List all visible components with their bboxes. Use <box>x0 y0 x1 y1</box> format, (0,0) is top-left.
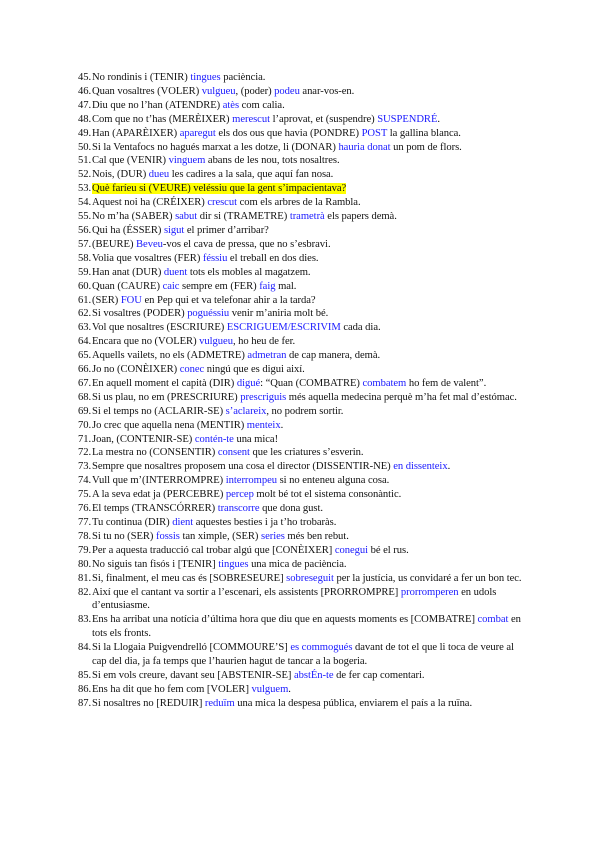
item-number: 70. <box>78 419 92 431</box>
sentence-text: . <box>447 461 451 473</box>
sentence-text: : “Quan (COMBATRE) <box>260 377 363 389</box>
answer-text: digué <box>236 377 261 389</box>
list-item <box>78 335 528 349</box>
sentence-text: en Pep qui et va telefonar ahir a la tarda? <box>141 294 316 306</box>
sentence-text: ningú que es digui així. <box>204 364 305 376</box>
item-sentence <box>92 406 343 417</box>
list-item <box>78 196 528 210</box>
sentence-text: (SER) <box>92 294 121 306</box>
item-number: 61. <box>78 294 92 306</box>
answer-text: tingues <box>218 558 249 570</box>
sentence-text: , (poder) <box>235 85 275 97</box>
answer-text: fossis <box>156 530 180 542</box>
item-sentence <box>92 253 319 264</box>
list-item <box>78 488 528 502</box>
sentence-text: més ben rebut. <box>284 530 349 542</box>
sentence-text: Tu continua (DIR) <box>92 517 173 528</box>
list-item <box>78 238 528 252</box>
sentence-text: La mestra no (CONSENTIR) <box>92 447 218 459</box>
sentence-text: , ho heu de fer. <box>232 336 296 348</box>
answer-text: transcorre <box>217 503 260 515</box>
item-sentence <box>92 281 296 292</box>
sentence-text: Aquest noi ha (CRÉIXER) <box>92 197 208 209</box>
sentence-text: que les criatures s’esverin. <box>249 447 364 459</box>
item-number: 81. <box>78 572 92 584</box>
list-item <box>78 683 528 697</box>
answer-text: atès <box>222 99 240 111</box>
list-item <box>78 669 528 683</box>
list-item <box>78 377 528 391</box>
sentence-text: ho fem de valent”. <box>406 377 487 389</box>
item-number: 85. <box>78 669 92 681</box>
answer-text: dueu <box>148 169 170 181</box>
answer-text: ESCRIGUEM/ESCRIVIM <box>226 322 341 334</box>
sentence-text: per la justícia, us convidaré a fer un bon tec. <box>333 572 522 584</box>
list-item <box>78 224 528 238</box>
answer-text: en dissenteix <box>393 461 448 473</box>
answer-text: tingues <box>190 72 221 83</box>
item-sentence <box>92 197 361 208</box>
sentence-text: paciència. <box>220 72 266 83</box>
answer-text: Beveu <box>136 238 163 250</box>
sentence-text: Aquells vailets, no els (ADMETRE) <box>92 350 248 362</box>
answer-text: dient <box>172 517 194 528</box>
list-item <box>78 294 528 308</box>
sentence-text: Quan vosaltres (VOLER) <box>92 85 202 97</box>
answer-text: percep <box>225 489 254 501</box>
item-sentence <box>92 489 401 500</box>
sentence-text: abans de les nou, tots nosaltres. <box>205 155 340 167</box>
list-item <box>78 127 528 141</box>
answer-text: vulgueu <box>201 85 236 97</box>
sentence-text: No siguis tan fisós i [TENIR] <box>92 558 219 570</box>
list-item <box>78 572 528 586</box>
answer-text: merescut <box>232 113 270 125</box>
sentence-text: davant de tot el que li toca de veure al cap del dia, ja fa temps que l’haurien hagut de tancar a la bogeria. <box>92 642 514 668</box>
list-item <box>78 544 528 558</box>
item-sentence <box>92 308 328 319</box>
sentence-text: Si tu no (SER) <box>92 530 156 542</box>
list-item <box>78 405 528 419</box>
item-sentence <box>92 72 265 83</box>
list-item <box>78 363 528 377</box>
sentence-text: Si us plau, no em (PRESCRIURE) <box>92 391 241 403</box>
answer-text: sabut <box>175 211 198 223</box>
item-number: 54. <box>78 197 92 209</box>
item-number: 83. <box>78 614 92 626</box>
sentence-text: mal. <box>275 280 297 292</box>
item-sentence <box>92 503 323 514</box>
sentence-text: Jo crec que aquella nena (MENTIR) <box>92 419 247 431</box>
item-number: 59. <box>78 266 92 278</box>
answer-text: faig <box>259 280 276 292</box>
sentence-text: si no enteneu alguna cosa. <box>277 475 390 487</box>
answer-text: aparegut <box>179 127 216 139</box>
sentence-text: tan ximple, (SER) <box>179 530 261 542</box>
sentence-text: Què faríeu si (VEURE) veléssiu que la gent s’impacientava? <box>92 183 347 195</box>
sentence-text: Si la Llogaia Puigvendrelló [COMMOURE’S] <box>92 642 291 654</box>
sentence-text: un pom de flors. <box>390 141 462 153</box>
item-number: 68. <box>78 391 92 403</box>
item-number: 66. <box>78 364 92 376</box>
sentence-text: Jo no (CONÈIXER) <box>92 364 180 376</box>
item-number: 64. <box>78 336 92 348</box>
list-item <box>78 697 528 711</box>
sentence-text: com els arbres de la Rambla. <box>236 197 361 209</box>
sentence-text: , no podrem sortir. <box>266 405 344 417</box>
item-sentence <box>92 322 381 333</box>
sentence-text: Si em vols creure, davant seu [ABSTENIR-SE] <box>92 669 294 681</box>
item-number: 46. <box>78 85 92 97</box>
sentence-text: el treball en dos dies. <box>227 252 319 264</box>
item-sentence <box>92 573 522 584</box>
item-number: 53. <box>78 183 92 195</box>
sentence-text: en udols d’entusiasme. <box>92 586 497 612</box>
sentence-text: l’aprovat, et (suspendre) <box>269 113 378 125</box>
item-sentence <box>92 461 450 472</box>
answer-text: trametrà <box>289 211 325 223</box>
list-item <box>78 307 528 321</box>
item-number: 78. <box>78 530 92 542</box>
answer-text: series <box>261 530 285 542</box>
answer-text: FOU <box>120 294 142 306</box>
item-sentence <box>92 364 305 375</box>
list-item <box>78 641 528 669</box>
item-number: 82. <box>78 586 92 598</box>
exercise-list <box>78 71 528 711</box>
list-item <box>78 154 528 168</box>
sentence-text: Si la Ventafocs no hagués marxat a les dotze, li (DONAR) <box>92 141 339 153</box>
item-number: 57. <box>78 238 92 250</box>
sentence-text: El temps (TRANSCÓRRER) <box>92 503 218 515</box>
sentence-text: Com que no t’has (MERÈIXER) <box>92 113 233 125</box>
sentence-text: molt bé tot el sistema consonàntic. <box>253 489 402 501</box>
sentence-text: els dos ous que havia (PONDRE) <box>215 127 362 139</box>
sentence-text: venir m’aniria molt bé. <box>229 308 329 320</box>
answer-text: es commogués <box>290 642 353 654</box>
item-sentence <box>92 392 517 403</box>
item-number: 65. <box>78 350 92 362</box>
sentence-text: Han (APARÈIXER) <box>92 127 180 139</box>
item-sentence <box>92 211 397 222</box>
item-sentence <box>92 670 425 681</box>
list-item <box>78 530 528 544</box>
answer-text: s’aclareix <box>225 405 267 417</box>
sentence-text: Així que el cantant va sortir a l’escenari, els assistents [PRORROMPRE] <box>92 586 401 598</box>
sentence-text: Si, finalment, el meu cas és [SOBRESEURE] <box>92 572 287 584</box>
answer-text: duent <box>163 266 188 278</box>
sentence-text: Si vosaltres (PODER) <box>92 308 188 320</box>
item-sentence <box>92 336 295 347</box>
sentence-text: -vos el cava de pressa, que no s’esbravi. <box>162 238 331 250</box>
sentence-text: una mica! <box>233 433 279 445</box>
item-sentence <box>92 225 269 236</box>
sentence-text: Sempre que nosaltres proposem una cosa el director (DISSENTIR-NE) <box>92 461 394 473</box>
item-number: 51. <box>78 155 92 167</box>
sentence-text: Si el temps no (ACLARIR-SE) <box>92 405 226 417</box>
answer-text: vinguem <box>168 155 206 167</box>
item-sentence <box>92 545 409 556</box>
list-item <box>78 141 528 155</box>
item-number: 73. <box>78 461 92 473</box>
list-item <box>78 516 528 530</box>
answer-text: abstÉn-te <box>293 669 334 681</box>
answer-text: prescriguis <box>240 391 287 403</box>
item-number: 50. <box>78 141 92 153</box>
sentence-text: Quan (CAURE) <box>92 280 163 292</box>
sentence-text: els papers demà. <box>324 211 397 223</box>
item-sentence <box>92 169 333 180</box>
sentence-text: Si nosaltres no [REDUIR] <box>92 697 205 709</box>
answer-text: conec <box>179 364 205 376</box>
sentence-text: Cal que (VENIR) <box>92 155 169 167</box>
item-sentence <box>92 614 521 639</box>
item-number: 45. <box>78 72 92 83</box>
answer-text: consent <box>217 447 250 459</box>
item-number: 79. <box>78 544 92 556</box>
list-item <box>78 182 528 196</box>
list-item <box>78 71 528 85</box>
item-sentence <box>92 155 340 166</box>
item-number: 77. <box>78 517 92 528</box>
item-number: 80. <box>78 558 92 570</box>
sentence-text: tots els mobles al magatzem. <box>187 266 311 278</box>
item-number: 62. <box>78 308 92 320</box>
answer-text: admetran <box>247 350 287 362</box>
item-sentence <box>92 142 462 153</box>
list-item <box>78 419 528 433</box>
list-item <box>78 460 528 474</box>
list-item <box>78 558 528 572</box>
answer-text: contén-te <box>194 433 234 445</box>
sentence-text: més aquella medecina perquè m’ha fet mal d’estómac. <box>286 391 517 403</box>
item-number: 56. <box>78 224 92 236</box>
list-item <box>78 433 528 447</box>
sentence-text: Encara que no (VOLER) <box>92 336 200 348</box>
item-number: 52. <box>78 169 92 181</box>
sentence-text: Qui ha (ÉSSER) <box>92 224 164 236</box>
item-sentence <box>92 420 283 431</box>
sentence-text: en tots els fronts. <box>92 614 521 640</box>
answer-text: vulgueu <box>199 336 233 348</box>
sentence-text: bé el rus. <box>368 544 409 556</box>
item-sentence <box>92 378 486 389</box>
item-number: 76. <box>78 503 92 515</box>
answer-text: féssiu <box>202 252 228 264</box>
item-sentence <box>92 698 472 709</box>
answer-text: prorromperen <box>400 586 459 598</box>
item-number: 87. <box>78 697 92 709</box>
item-number: 63. <box>78 322 92 334</box>
list-item <box>78 168 528 182</box>
item-sentence <box>92 295 316 306</box>
sentence-text: les cadires a la sala, que aquí fan nosa. <box>169 169 334 181</box>
item-sentence <box>92 587 496 612</box>
sentence-text: una mica la despesa pública, enviarem el país a la ruïna. <box>234 697 473 709</box>
item-number: 60. <box>78 280 92 292</box>
sentence-text: Ens ha dit que ho fem com [VOLER] <box>92 683 252 695</box>
answer-text: sobreseguit <box>286 572 334 584</box>
sentence-text: com calia. <box>239 99 285 111</box>
item-sentence <box>92 434 278 445</box>
item-number: 84. <box>78 642 92 654</box>
item-sentence <box>92 183 346 194</box>
sentence-text: de fer cap comentari. <box>333 669 425 681</box>
sentence-text: . <box>437 113 440 125</box>
item-sentence <box>92 128 461 139</box>
list-item <box>78 280 528 294</box>
sentence-text: Han anat (DUR) <box>92 266 164 278</box>
answer-text: conegui <box>334 544 369 556</box>
list-item <box>78 502 528 516</box>
sentence-text: una mica de paciència. <box>248 558 347 570</box>
list-item <box>78 446 528 460</box>
sentence-text: Ens ha arribat una notícia d’última hora que diu que en aquests moments es [COMBATRE] <box>92 614 478 626</box>
answer-text: poguéssiu <box>187 308 230 320</box>
list-item <box>78 85 528 99</box>
sentence-text: dir si (TRAMETRE) <box>197 211 290 223</box>
item-number: 86. <box>78 683 92 695</box>
item-sentence <box>92 114 440 125</box>
item-number: 49. <box>78 127 92 139</box>
list-item <box>78 613 528 641</box>
sentence-text: Joan, (CONTENIR-SE) <box>92 433 195 445</box>
sentence-text: Volia que vosaltres (FER) <box>92 252 203 264</box>
sentence-text: No rondinis i (TENIR) <box>92 72 191 83</box>
item-sentence <box>92 531 349 542</box>
list-item <box>78 586 528 614</box>
item-sentence <box>92 239 331 250</box>
item-sentence <box>92 100 285 111</box>
answer-text: crescut <box>207 197 237 209</box>
answer-text: combat <box>477 614 509 626</box>
sentence-text: de cap manera, demà. <box>286 350 381 362</box>
sentence-text: que dona gust. <box>259 503 323 515</box>
answer-text: sigut <box>163 224 185 236</box>
sentence-text: el primer d’arribar? <box>184 224 269 236</box>
answer-text: interrompeu <box>225 475 277 487</box>
item-number: 69. <box>78 405 92 417</box>
list-item <box>78 99 528 113</box>
sentence-text: aquestes besties i ja t’ho trobaràs. <box>193 517 337 528</box>
sentence-text: Diu que no l’han (ATENDRE) <box>92 99 223 111</box>
answer-text: combatem <box>362 377 407 389</box>
sentence-text: . <box>288 683 291 695</box>
list-item <box>78 321 528 335</box>
item-sentence <box>92 475 389 486</box>
list-item <box>78 252 528 266</box>
item-sentence <box>92 350 380 361</box>
item-number: 48. <box>78 113 92 125</box>
item-number: 71. <box>78 433 92 445</box>
item-number: 67. <box>78 377 92 389</box>
sentence-text: . <box>280 419 284 431</box>
item-sentence <box>92 447 363 458</box>
sentence-text: No m’ha (SABER) <box>92 211 176 223</box>
answer-text: hauria donat <box>338 141 391 153</box>
list-item <box>78 349 528 363</box>
sentence-text: sempre em (FER) <box>179 280 260 292</box>
list-item <box>78 210 528 224</box>
sentence-text: cada dia. <box>340 322 381 334</box>
item-number: 74. <box>78 475 92 487</box>
answer-text: SUSPENDRÉ <box>377 113 438 125</box>
item-sentence <box>92 559 346 570</box>
answer-text: caic <box>162 280 180 292</box>
list-item <box>78 391 528 405</box>
item-number: 55. <box>78 211 92 223</box>
item-number: 72. <box>78 447 92 459</box>
sentence-text: Vull que m’(INTERROMPRE) <box>92 475 226 487</box>
answer-text: reduïm <box>204 697 235 709</box>
list-item <box>78 266 528 280</box>
item-sentence <box>92 86 354 97</box>
sentence-text: Vol que nosaltres (ESCRIURE) <box>92 322 227 334</box>
item-number: 47. <box>78 99 92 111</box>
item-sentence <box>92 684 291 695</box>
item-sentence <box>92 517 336 528</box>
item-number: 58. <box>78 252 92 264</box>
item-number: 75. <box>78 489 92 501</box>
answer-text: menteix <box>246 419 281 431</box>
sentence-text: Nois, (DUR) <box>92 169 149 181</box>
list-item <box>78 113 528 127</box>
sentence-text: A la seva edat ja (PERCEBRE) <box>92 489 226 501</box>
answer-text: podeu <box>274 85 300 97</box>
item-sentence <box>92 642 514 667</box>
answer-text: POST <box>361 127 388 139</box>
list-item <box>78 474 528 488</box>
sentence-text: Per a aquesta traducció cal trobar algú que [CONÈIXER] <box>92 544 335 556</box>
sentence-text: la gallina blanca. <box>387 127 461 139</box>
answer-text: vulguem <box>251 683 289 695</box>
sentence-text: En aquell moment el capità (DIR) <box>92 377 237 389</box>
item-sentence <box>92 267 311 278</box>
sentence-text: anar-vos-en. <box>299 85 355 97</box>
sentence-text: (BEURE) <box>92 238 137 250</box>
